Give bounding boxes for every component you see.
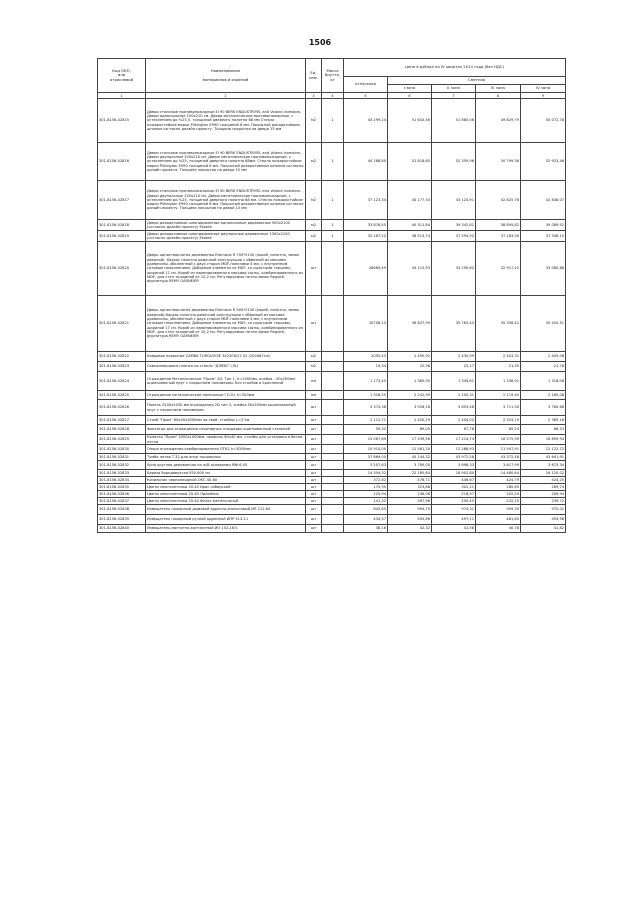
cell-unit: м2	[306, 220, 322, 231]
header-unit: Ед. изм.	[306, 59, 322, 93]
cell-mass: 1	[322, 231, 344, 242]
cell-code: 301-8156-02840	[98, 525, 146, 533]
header-zone-4: IV зона	[521, 85, 566, 93]
table-row	[98, 525, 566, 533]
table-row	[98, 372, 566, 391]
cell-zone-2: 250,45	[432, 498, 476, 505]
page-number: 1506	[308, 38, 332, 47]
cell-zone-1: 34 115,93	[388, 242, 432, 296]
cell-zone-3: 481,85	[476, 515, 521, 525]
price-table	[97, 58, 566, 533]
cell-name: Двери декоративные шпонированные однопольные деревянные 900х2100 (согласно дизайн-проекту) Ekotek	[146, 220, 306, 231]
cell-code: 301-8156-02826	[98, 400, 146, 416]
cell-code: 301-8156-02815	[98, 99, 146, 143]
table-row	[98, 484, 566, 491]
cell-zone-4: 50 072,78	[521, 99, 566, 143]
cell-zone-4: 289,74	[521, 484, 566, 491]
cell-zone-4: 424,25	[521, 477, 566, 484]
cell-release: 14 359,32	[344, 470, 388, 477]
table-row	[98, 470, 566, 477]
cell-unit: шт	[306, 505, 322, 515]
cell-zone-1: 505,66	[388, 515, 432, 525]
cell-mass	[322, 477, 344, 484]
cell-zone-2: 12 286,93	[432, 445, 476, 454]
table-row	[98, 454, 566, 461]
cell-zone-1: 2 450,29	[388, 416, 432, 425]
table-row	[98, 181, 566, 220]
cell-mass: 1	[322, 181, 344, 220]
cell-zone-2: 51 680,06	[432, 99, 476, 143]
column-number: 2	[146, 93, 306, 99]
cell-code: 301-8156-02818	[98, 220, 146, 231]
cell-zone-3: 424,79	[476, 477, 521, 484]
cell-code: 301-8156-02835	[98, 484, 146, 491]
cell-zone-4: 16 120,02	[521, 470, 566, 477]
cell-zone-1: 478,71	[388, 477, 432, 484]
cell-name: Столб "Пром" 60х40х3000мм на свай- столбах L=2,5м	[146, 416, 306, 425]
cell-zone-3: 2 324,19	[476, 416, 521, 425]
header-zone-2: II зона	[432, 85, 476, 93]
cell-code: 301-8156-02832	[98, 461, 146, 470]
table-row	[98, 505, 566, 515]
cell-code: 301-8156-02821	[98, 296, 146, 352]
cell-unit: шт	[306, 435, 322, 445]
cell-zone-2: 18 902,80	[432, 470, 476, 477]
cell-name: Извещатель пожарный ручной адресный ИПР 513-11	[146, 515, 306, 525]
table-row	[98, 425, 566, 435]
cell-name: Фиксатор для ограждения спортивных площадок оцинкованный стальной	[146, 425, 306, 435]
cell-mass	[322, 362, 344, 372]
cell-unit: шт	[306, 525, 322, 533]
cell-zone-4: 21,76	[521, 362, 566, 372]
cell-zone-4: 2 445,08	[521, 352, 566, 362]
cell-zone-4: 41,82	[521, 525, 566, 533]
table-row	[98, 498, 566, 505]
cell-unit: м2	[306, 99, 322, 143]
table-row	[98, 99, 566, 143]
column-number: 1	[98, 93, 146, 99]
cell-mass	[322, 454, 344, 461]
cell-code: 301-8156-02838	[98, 505, 146, 515]
cell-name: Опора ограждения комбинированная ОТК2 h=3000мм	[146, 445, 306, 454]
cell-unit: шт	[306, 425, 322, 435]
column-number: 8	[476, 93, 521, 99]
cell-release: 3 207,63	[344, 461, 388, 470]
cell-release: 37 123,34	[344, 181, 388, 220]
cell-zone-4: 16 899,94	[521, 435, 566, 445]
cell-mass	[322, 491, 344, 498]
header-release: отпускная	[344, 77, 388, 93]
cell-unit: шт	[306, 498, 322, 505]
cell-zone-4: 2 160,08	[521, 391, 566, 400]
cell-zone-3: 2 403,31	[476, 352, 521, 362]
cell-zone-4: 2 369,16	[521, 416, 566, 425]
cell-unit: шт	[306, 461, 322, 470]
cell-zone-2: 974,31	[432, 505, 476, 515]
cell-release: 37 869,00	[344, 454, 388, 461]
header-name: Наименование материалов и изделий	[146, 59, 306, 93]
cell-zone-3: 40,78	[476, 525, 521, 533]
cell-release: 842,65	[344, 505, 388, 515]
cell-release: 1 173,45	[344, 372, 388, 391]
cell-zone-1: 38 513,74	[388, 231, 432, 242]
cell-zone-1: 17 539,56	[388, 435, 432, 445]
cell-zone-1: 236,08	[388, 491, 432, 498]
cell-zone-1: 42,32	[388, 525, 432, 533]
cell-unit: шт	[306, 416, 322, 425]
cell-release: 175,95	[344, 484, 388, 491]
cell-unit: пм	[306, 372, 322, 391]
cell-unit: м2	[306, 143, 322, 181]
cell-name: Кизильник черноплодный ОКС 40-60	[146, 477, 306, 484]
cell-zone-4: 239,72	[521, 498, 566, 505]
cell-code: 301-8156-02836	[98, 491, 146, 498]
cell-zone-2: 37 594,92	[432, 231, 476, 242]
cell-code: 301-8156-02830	[98, 445, 146, 454]
cell-release: 38,16	[344, 525, 388, 533]
cell-name: Двери стальные противопожарные EI 90 BERK ENDUSTRIYEL and Voland investors. Двери двупольные 150х210 см. Двери металлические противопожарные, с остеклением до %25, толщиной дверного полотна 68мм. Стекло пожаростойкое марки Pilkington E990 толщиной 6 мм. Покрытый декоративным шпоном согласно дизайн проекта. Толщина покрытия на двери 15 мм	[146, 143, 306, 181]
cell-code: 301-8156-02833	[98, 470, 146, 477]
cell-release: 125,94	[344, 491, 388, 498]
header-zone-1: I зона	[388, 85, 432, 93]
cell-zone-4: 66,53	[521, 425, 566, 435]
cell-zone-2: 22,17	[432, 362, 476, 372]
cell-code: 301-8156-02825	[98, 391, 146, 400]
cell-zone-3: 49 829,79	[476, 99, 521, 143]
cell-zone-3: 42 825,76	[476, 181, 521, 220]
cell-code: 301-8156-02834	[98, 477, 146, 484]
cell-zone-1: 52 818,65	[388, 143, 432, 181]
cell-code: 301-8156-02816	[98, 143, 146, 181]
cell-release: 30708,13	[344, 296, 388, 352]
cell-release: 372,82	[344, 477, 388, 484]
cell-code: 301-8156-02827	[98, 416, 146, 425]
cell-zone-2: 43 124,91	[432, 181, 476, 220]
cell-zone-3: 16 575,99	[476, 435, 521, 445]
cell-zone-4: 3 675,34	[521, 461, 566, 470]
cell-unit: м2	[306, 231, 322, 242]
cell-mass	[322, 525, 344, 533]
cell-zone-1: 40 311,64	[388, 220, 432, 231]
cell-zone-1: 22 185,64	[388, 470, 432, 477]
cell-code: 301-8156-02817	[98, 181, 146, 220]
cell-name: Ограждение металлические панельные ГО-01 h=500мм	[146, 391, 306, 400]
table-row	[98, 143, 566, 181]
cell-name: Урна круглая деревянная на ж/б основании МФ-6.05	[146, 461, 306, 470]
column-number: 5	[344, 93, 388, 99]
cell-name: Ковровое покрытие CAMBA TURQUOISE 342306/22 02 (200467cm)	[146, 352, 306, 362]
cell-zone-2: 218,97	[432, 491, 476, 498]
cell-mass	[322, 296, 344, 352]
cell-release: 43 299,24	[344, 99, 388, 143]
cell-zone-4: 52 923,46	[521, 143, 566, 181]
header-price-title: Цена в рублях на IV квартал 2014 года (без НДС)	[344, 59, 566, 77]
cell-mass	[322, 400, 344, 416]
table-row	[98, 362, 566, 372]
table-row	[98, 445, 566, 454]
column-number: 4	[322, 93, 344, 99]
cell-zone-3: 32 917,42	[476, 242, 521, 296]
cell-zone-1: 22,98	[388, 362, 432, 372]
cell-zone-1: 1 365,95	[388, 372, 432, 391]
table-row	[98, 242, 566, 296]
table-row	[98, 352, 566, 362]
table-row	[98, 515, 566, 525]
cell-name: Самоклеющаяся пленка на стекло "ДЛЯВС" (SL)	[146, 362, 306, 372]
cell-zone-1: 267,98	[388, 498, 432, 505]
cell-release: 141,32	[344, 498, 388, 505]
cell-release: 32 267,22	[344, 231, 388, 242]
cell-name: Двери декоративные шпонированные двупольные деревянные 1300х2100 (согласно дизайн-проекту) Ekotek	[146, 231, 306, 242]
table-row	[98, 461, 566, 470]
cell-zone-3: 65,24	[476, 425, 521, 435]
cell-unit: шт	[306, 515, 322, 525]
cell-zone-2: 2 430,99	[432, 352, 476, 362]
cell-zone-2: 446,67	[432, 477, 476, 484]
cell-release: 33 876,45	[344, 220, 388, 231]
cell-zone-4: 1 316,06	[521, 372, 566, 391]
cell-zone-1: 69,05	[388, 425, 432, 435]
cell-mass	[322, 470, 344, 477]
cell-unit: м2	[306, 181, 322, 220]
cell-mass	[322, 391, 344, 400]
cell-zone-1: 2 490,92	[388, 352, 432, 362]
cell-zone-2: 3 698,33	[432, 461, 476, 470]
cell-mass	[322, 372, 344, 391]
cell-zone-3: 35 356,41	[476, 296, 521, 352]
cell-name: Дверь одностворчатая деревянная Eternaria R 900*2100 (короб, полотно, замок дверной);Каркас полотна рамочной конструкции с обвязкой из массива древесины, обклеенной с двух сторон MDF-панелями 4 мм, с внутренним сотовым наполнением. Доборные элементы из MDF, со скрытыми торцами, шириной 17 см. Короб из ламинированного массива сосны, комбинированного из MDF, для стен толщиной от 10,2 см. Регулируемые петли,замок Reguitti, фурнитура REMY GARNEIER	[146, 296, 306, 352]
cell-release: 2 112,71	[344, 416, 388, 425]
cell-zone-2: 39 342,81	[432, 220, 476, 231]
cell-zone-2: 497,11	[432, 515, 476, 525]
cell-zone-4: 35 520,51	[521, 296, 566, 352]
table-row	[98, 491, 566, 498]
cell-zone-1: 3 789,00	[388, 461, 432, 470]
cell-mass	[322, 425, 344, 435]
cell-zone-4: 33 060,86	[521, 242, 566, 296]
cell-name: Тумба литая Т.32 для опор торшерных	[146, 454, 306, 461]
cell-zone-4: 37 348,15	[521, 231, 566, 242]
cell-release: 28669,49	[344, 242, 388, 296]
cell-code: 301-8156-02820	[98, 242, 146, 296]
table-row	[98, 220, 566, 231]
cell-mass: 1	[322, 143, 344, 181]
cell-mass	[322, 435, 344, 445]
cell-code: 301-8156-02837	[98, 498, 146, 505]
cell-unit: шт	[306, 296, 322, 352]
cell-mass	[322, 498, 344, 505]
cell-mass	[322, 416, 344, 425]
cell-name: Береза бородавчатая 550-600 см	[146, 470, 306, 477]
cell-release: 44 288,80	[344, 143, 388, 181]
cell-zone-1: 12 561,20	[388, 445, 432, 454]
cell-name: Панель 2500х2030 мм ограждения 2D тип 3, ячейка 50х200мм оцинкованный прут с покрытием полимером	[146, 400, 306, 416]
cell-release: 19,34	[344, 362, 388, 372]
cell-zone-2: 41,58	[432, 525, 476, 533]
cell-name: Ограждение Металлическое "Пром" 2D, Тип 1, h=2000мм, ячейка - 50х200мм оцинкованный прут с покрытием полимером. Без столбов и креплений	[146, 372, 306, 391]
table-row	[98, 231, 566, 242]
cell-code: 301-8156-02831	[98, 454, 146, 461]
cell-unit: шт	[306, 491, 322, 498]
cell-name: Извещатель пожарный дымовой адресно-аналоговый ИП 212-64	[146, 505, 306, 515]
cell-zone-4: 975,02	[521, 505, 566, 515]
cell-name: Двери стальные противопожарные EI 90 BERK ENDUSTRIYEL and Voland investors. Двери двупольные 135х210 см. Двери металлические противопожарные, с остеклением до %25, толщиной дверного полотна 68 мм. Стекло пожаростойкое марки Pilkington E990 толщиной 6 мм. Покрытый декоративным шпоном согласно дизайн-проекту. Толщина покрытия на двери 15 мм	[146, 181, 306, 220]
cell-name: Калитка "Пром" 2000х1000мм, профиль 60х40 мм, столбы для установки в бетон, петли	[146, 435, 306, 445]
cell-zone-1: 2 242,99	[388, 391, 432, 400]
cell-release: 10 910,00	[344, 445, 388, 454]
cell-mass	[322, 505, 344, 515]
cell-release: 2092,43	[344, 352, 388, 362]
column-number: 9	[521, 93, 566, 99]
cell-name: Цветы многолетники 20-40 Флокс метельчатый	[146, 498, 306, 505]
cell-name: Цветы многолетники 20-40 Лилейник	[146, 491, 306, 498]
cell-zone-3: 38 895,82	[476, 220, 521, 231]
cell-zone-3: 11 947,91	[476, 445, 521, 454]
cell-zone-1: 994,75	[388, 505, 432, 515]
cell-unit: пм	[306, 391, 322, 400]
cell-mass	[322, 242, 344, 296]
cell-zone-4: 42 838,07	[521, 181, 566, 220]
header-code: Код ОКП, или отраслевой	[98, 59, 146, 93]
cell-unit: м2	[306, 352, 322, 362]
cell-zone-3: 2 119,40	[476, 391, 521, 400]
table-row	[98, 296, 566, 352]
cell-zone-3: 43 372,48	[476, 454, 521, 461]
table-row	[98, 435, 566, 445]
cell-zone-1: 44 177,33	[388, 181, 432, 220]
cell-zone-1: 3 928,16	[388, 400, 432, 416]
table-row	[98, 391, 566, 400]
cell-zone-3: 1 298,91	[476, 372, 521, 391]
cell-zone-2: 17 214,74	[432, 435, 476, 445]
cell-unit: шт	[306, 477, 322, 484]
cell-zone-3: 232,25	[476, 498, 521, 505]
cell-zone-3: 21,35	[476, 362, 521, 372]
header-mass: Масса брутто, кг	[322, 59, 344, 93]
cell-code: 301-8156-02823	[98, 362, 146, 372]
cell-zone-3: 37 183,90	[476, 231, 521, 242]
cell-mass	[322, 515, 344, 525]
cell-code: 301-8156-02824	[98, 372, 146, 391]
cell-mass	[322, 445, 344, 454]
cell-unit: шт	[306, 242, 322, 296]
cell-name: Извещатель магнитно-контактный ИО 102-16/1	[146, 525, 306, 533]
table-row	[98, 477, 566, 484]
table-row	[98, 400, 566, 416]
cell-zone-4: 43 641,91	[521, 454, 566, 461]
cell-zone-3: 202,24	[476, 491, 521, 498]
cell-unit: шт	[306, 445, 322, 454]
cell-code: 301-8156-02839	[98, 515, 146, 525]
cell-mass: 1	[322, 99, 344, 143]
cell-zone-3: 3 711,30	[476, 400, 521, 416]
cell-unit: шт	[306, 484, 322, 491]
cell-mass	[322, 352, 344, 362]
cell-code: 301-8156-02828	[98, 425, 146, 435]
column-number: 7	[432, 93, 476, 99]
cell-zone-1: 51 643,46	[388, 99, 432, 143]
cell-code: 301-8156-02829	[98, 435, 146, 445]
cell-zone-2: 1 349,81	[432, 372, 476, 391]
column-number: 6	[388, 93, 432, 99]
cell-zone-4: 209,94	[521, 491, 566, 498]
cell-unit: шт	[306, 454, 322, 461]
cell-zone-3: 3 617,99	[476, 461, 521, 470]
cell-release: 3 374,36	[344, 400, 388, 416]
cell-zone-2: 67,78	[432, 425, 476, 435]
header-zone-3: III зона	[476, 85, 521, 93]
cell-name: Дверь одностворчатая деревянная Eternaria R 700*2100 (короб, полотно, замок дверной); Каркас полотна рамочной конструкции с обвязкой из массива древесины, обклеенной с двух сторон MDF-панелями 4 мм, с внутренним сотовым наполнением. Доборные элементы из MDF, со скрытыми торцами, шириной 17 см. Короб из ламинированного массива сосны, комбинированного из MDF, для стен толщиной от 10,2 см. Регулируемые петли,замок Reguitti, фурнитура REMY GARNEIER	[146, 242, 306, 296]
cell-zone-3: 280,65	[476, 484, 521, 491]
cell-unit: шт	[306, 400, 322, 416]
cell-zone-4: 3 784,68	[521, 400, 566, 416]
cell-mass: 1	[322, 220, 344, 231]
cell-unit: шт	[306, 470, 322, 477]
cell-release: 434,37	[344, 515, 388, 525]
cell-zone-3: 959,35	[476, 505, 521, 515]
header-estimate: Сметная	[388, 77, 566, 85]
cell-zone-3: 50 799,38	[476, 143, 521, 181]
cell-zone-2: 43 972,58	[432, 454, 476, 461]
cell-mass	[322, 484, 344, 491]
cell-zone-1: 323,88	[388, 484, 432, 491]
cell-zone-2: 2 200,31	[432, 391, 476, 400]
cell-zone-2: 35 763,43	[432, 296, 476, 352]
cell-zone-4: 12 122,72	[521, 445, 566, 454]
cell-zone-4: 39 089,52	[521, 220, 566, 231]
cell-zone-2: 52 359,96	[432, 143, 476, 181]
cell-code: 301-8156-02819	[98, 231, 146, 242]
table-row	[98, 416, 566, 425]
cell-zone-4: 493,98	[521, 515, 566, 525]
cell-zone-1: 45 144,32	[388, 454, 432, 461]
cell-zone-2: 302,21	[432, 484, 476, 491]
cell-release: 1 928,55	[344, 391, 388, 400]
cell-zone-2: 2 404,02	[432, 416, 476, 425]
column-number: 3	[306, 93, 322, 99]
cell-release: 15 067,89	[344, 435, 388, 445]
cell-mass	[322, 461, 344, 470]
cell-zone-3: 14 480,64	[476, 470, 521, 477]
cell-zone-2: 3 853,48	[432, 400, 476, 416]
cell-code: 301-8156-02822	[98, 352, 146, 362]
cell-zone-2: 33 290,62	[432, 242, 476, 296]
cell-zone-1: 36 837,95	[388, 296, 432, 352]
cell-name: Цветы многолетники 20-40 Ирис сибирский	[146, 484, 306, 491]
cell-name: Двери стальные противопожарные EI 90 BERK ENDUSTRIYEL and Voland investors. Двери однопольные 100х210 см. Двери металлические противопожарные, с остеклением до %25,5, толщиной дверного полотна 68 мм Стекло пожаростойкое марки Pilkington E990 толщиной 6 мм. Покрытый декоративным шпоном согласно дизайн-проекту. Толщина покрытия на двери 15 мм	[146, 99, 306, 143]
cell-release: 59,32	[344, 425, 388, 435]
cell-unit: м2	[306, 362, 322, 372]
